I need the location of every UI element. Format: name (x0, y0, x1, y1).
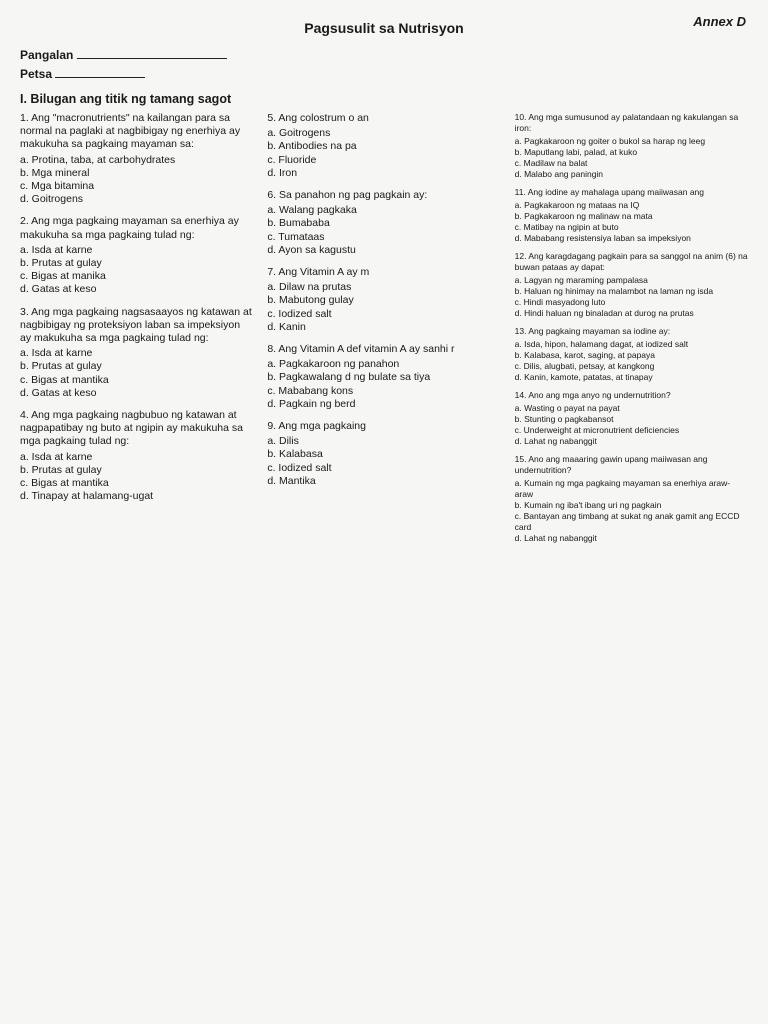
answer-option[interactable]: d. Kanin (267, 320, 306, 333)
question-item (20, 112, 253, 206)
answer-options (515, 200, 748, 244)
answer-option[interactable]: c. Bigas at mantika (20, 373, 109, 386)
question-stem: 13. Ang pagkaing mayaman sa iodine ay: (514, 326, 671, 336)
question-item (267, 266, 500, 334)
page-title: Pagsusulit sa Nutrisyon (304, 20, 464, 36)
answer-option[interactable]: c. Bigas at manika (20, 270, 106, 283)
answer-option[interactable]: d. Gatas at keso (20, 386, 97, 399)
answer-option[interactable]: a. Isda, hipon, halamang dagat, at iodized salt (514, 339, 689, 349)
answer-options (267, 127, 500, 180)
question-item (267, 189, 500, 257)
date-field[interactable] (55, 65, 145, 78)
column-1 (20, 112, 253, 551)
answer-options (515, 136, 748, 180)
answer-options (267, 281, 500, 334)
answer-option[interactable]: c. Mga bitamina (20, 180, 95, 193)
question-item (515, 187, 748, 244)
answer-option[interactable]: c. Madilaw na balat (514, 158, 588, 168)
section-heading: I. Bilugan ang titik ng tamang sagot (20, 92, 232, 106)
answer-option[interactable]: c. Matibay na ngipin at buto (514, 222, 619, 232)
answer-options (267, 435, 500, 488)
answer-option[interactable]: d. Lahat ng nabanggit (514, 436, 597, 446)
answer-option[interactable]: d. Mantika (267, 474, 316, 487)
question-columns (20, 112, 748, 551)
name-label: Pangalan (20, 48, 74, 62)
question-item (267, 420, 500, 488)
answer-option[interactable]: b. Prutas at gulay (20, 463, 102, 476)
answer-option[interactable]: c. Tumataas (267, 230, 325, 243)
answer-option[interactable]: a. Walang pagkaka (267, 204, 357, 217)
answer-option[interactable]: b. Antibodies na pa (267, 140, 357, 153)
annex-label: Annex D (693, 14, 746, 29)
question-stem: 1. Ang "macronutrients" na kailangan para sa normal na paglaki at nagbibigay ng enerhiya ay makukuha sa pagkaing mayaman sa: (20, 112, 241, 151)
answer-option[interactable]: a. Pagkakaroon ng mataas na IQ (514, 200, 640, 210)
answer-options (267, 358, 500, 411)
question-item (515, 326, 748, 383)
answer-option[interactable]: b. Prutas at gulay (20, 257, 102, 270)
answer-options (515, 403, 748, 447)
name-row (20, 46, 748, 65)
answer-option[interactable]: a. Dilaw na prutas (267, 281, 352, 294)
question-item (515, 390, 748, 447)
question-item (20, 215, 253, 296)
answer-options (267, 204, 500, 257)
answer-option[interactable]: d. Mababang resistensiya laban sa impeksiyon (514, 233, 691, 243)
answer-option[interactable]: d. Lahat ng nabanggit (514, 533, 597, 543)
answer-option[interactable]: c. Bigas at mantika (20, 477, 109, 490)
question-item (515, 112, 748, 180)
answer-option[interactable]: d. Ayon sa kagustu (267, 243, 356, 256)
answer-option[interactable]: d. Gatas at keso (20, 283, 97, 296)
answer-option[interactable]: a. Isda at karne (20, 347, 93, 360)
answer-option[interactable]: a. Goitrogens (267, 127, 331, 140)
question-stem: 7. Ang Vitamin A ay m (267, 266, 370, 279)
question-stem: 11. Ang iodine ay mahalaga upang maiiwasan ang (514, 187, 704, 197)
question-item (267, 343, 500, 411)
question-stem: 15. Ano ang maaaring gawin upang maiiwasan ang undernutrition? (514, 454, 708, 475)
question-stem: 14. Ano ang mga anyo ng undernutrition? (514, 390, 671, 400)
answer-options (20, 451, 253, 504)
question-item (267, 112, 500, 180)
answer-option[interactable]: a. Isda at karne (20, 243, 93, 256)
name-field[interactable] (77, 46, 227, 59)
answer-option[interactable]: c. Hindi masyadong luto (514, 297, 606, 307)
answer-option[interactable]: c. Iodized salt (267, 461, 332, 474)
answer-option[interactable]: c. Fluoride (267, 153, 317, 166)
question-item (20, 409, 253, 503)
answer-option[interactable]: b. Kalabasa (267, 448, 323, 461)
answer-option[interactable]: c. Dilis, alugbati, petsay, at kangkong (514, 361, 655, 371)
answer-option[interactable]: b. Pagkawalang d ng bulate sa tiya (267, 371, 431, 384)
answer-option[interactable]: b. Stunting o pagkabansot (514, 414, 614, 424)
answer-option[interactable]: b. Maputlang labi, palad, at kuko (514, 147, 638, 157)
question-stem: 9. Ang mga pagkaing (267, 420, 366, 433)
answer-option[interactable]: a. Dilis (267, 435, 299, 448)
column-3 (515, 112, 748, 551)
question-stem: 6. Sa panahon ng pag pagkain ay: (267, 189, 428, 202)
question-stem: 5. Ang colostrum o an (267, 112, 369, 124)
answer-option[interactable]: d. Goitrogens (20, 193, 84, 206)
question-stem: 3. Ang mga pagkaing nagsasaayos ng katawan at nagbibigay ng proteksiyon laban sa impeksiyon ay makukuha sa mga pagkaing tulad ng: (20, 305, 252, 345)
answer-option[interactable]: a. Pagkakaroon ng panahon (267, 358, 400, 371)
column-2 (267, 112, 500, 551)
answer-option[interactable]: c. Underweight at micronutrient deficiencies (514, 425, 680, 435)
answer-option[interactable]: a. Kumain ng mga pagkaing mayaman sa enerhiya araw-araw (514, 478, 731, 499)
answer-options (20, 154, 253, 207)
answer-option[interactable]: b. Bumababa (267, 217, 330, 230)
answer-option[interactable]: c. Bantayan ang timbang at sukat ng anak gamit ang ECCD card (514, 511, 740, 532)
student-fields (20, 46, 748, 84)
answer-option[interactable]: a. Pagkakaroon ng goiter o bukol sa harap ng leeg (514, 136, 706, 146)
answer-option[interactable]: b. Prutas at gulay (20, 360, 102, 373)
answer-option[interactable]: c. Iodized salt (267, 307, 332, 320)
question-stem: 10. Ang mga sumusunod ay palatandaan ng kakulangan sa iron: (514, 112, 739, 133)
question-stem: 8. Ang Vitamin A def vitamin A ay sanhi r (267, 343, 455, 356)
answer-options (515, 339, 748, 383)
answer-option[interactable]: d. Pagkain ng berd (267, 397, 356, 410)
date-row (20, 65, 748, 84)
question-stem: 2. Ang mga pagkaing mayaman sa enerhiya ay makukuha sa mga pagkaing tulad ng: (20, 215, 239, 241)
date-label: Petsa (20, 67, 53, 81)
answer-option[interactable]: b. Pagkakaroon ng malinaw na mata (514, 211, 653, 221)
answer-option[interactable]: b. Kalabasa, karot, saging, at papaya (514, 350, 656, 360)
answer-option[interactable]: c. Mababang kons (267, 384, 354, 397)
answer-option[interactable]: a. Isda at karne (20, 450, 93, 463)
question-stem: 12. Ang karagdagang pagkain para sa sanggol na anim (6) na buwan pataas ay dapat: (514, 251, 748, 272)
answer-option[interactable]: d. Kanin, kamote, patatas, at tinapay (514, 372, 653, 382)
answer-option[interactable]: d. Tinapay at halamang-ugat (20, 490, 154, 503)
question-item (515, 251, 748, 319)
answer-option[interactable]: b. Haluan ng hinimay na malambot na laman ng isda (514, 286, 714, 296)
answer-options (20, 347, 253, 400)
answer-option[interactable]: a. Protina, taba, at carbohydrates (20, 153, 176, 166)
question-item (515, 454, 748, 544)
answer-option[interactable]: d. Hindi haluan ng binaladan at durog na prutas (514, 308, 694, 318)
answer-option[interactable]: d. Iron (267, 166, 298, 179)
question-stem: 4. Ang mga pagkaing nagbubuo ng katawan at nagpapatibay ng buto at ngipin ay makukuha sa mga pagkaing tulad ng: (20, 409, 243, 448)
answer-option[interactable]: b. Kumain ng iba't ibang uri ng pagkain (514, 500, 662, 510)
question-item (20, 306, 253, 400)
answer-options (515, 478, 748, 544)
answer-option[interactable]: a. Lagyan ng maraming pampalasa (514, 275, 648, 285)
answer-option[interactable]: a. Wasting o payat na payat (514, 403, 620, 413)
answer-options (20, 244, 253, 297)
answer-option[interactable]: d. Malabo ang paningin (514, 169, 604, 179)
answer-option[interactable]: b. Mabutong gulay (267, 294, 354, 307)
answer-option[interactable]: b. Mga mineral (20, 166, 90, 179)
answer-options (515, 275, 748, 319)
